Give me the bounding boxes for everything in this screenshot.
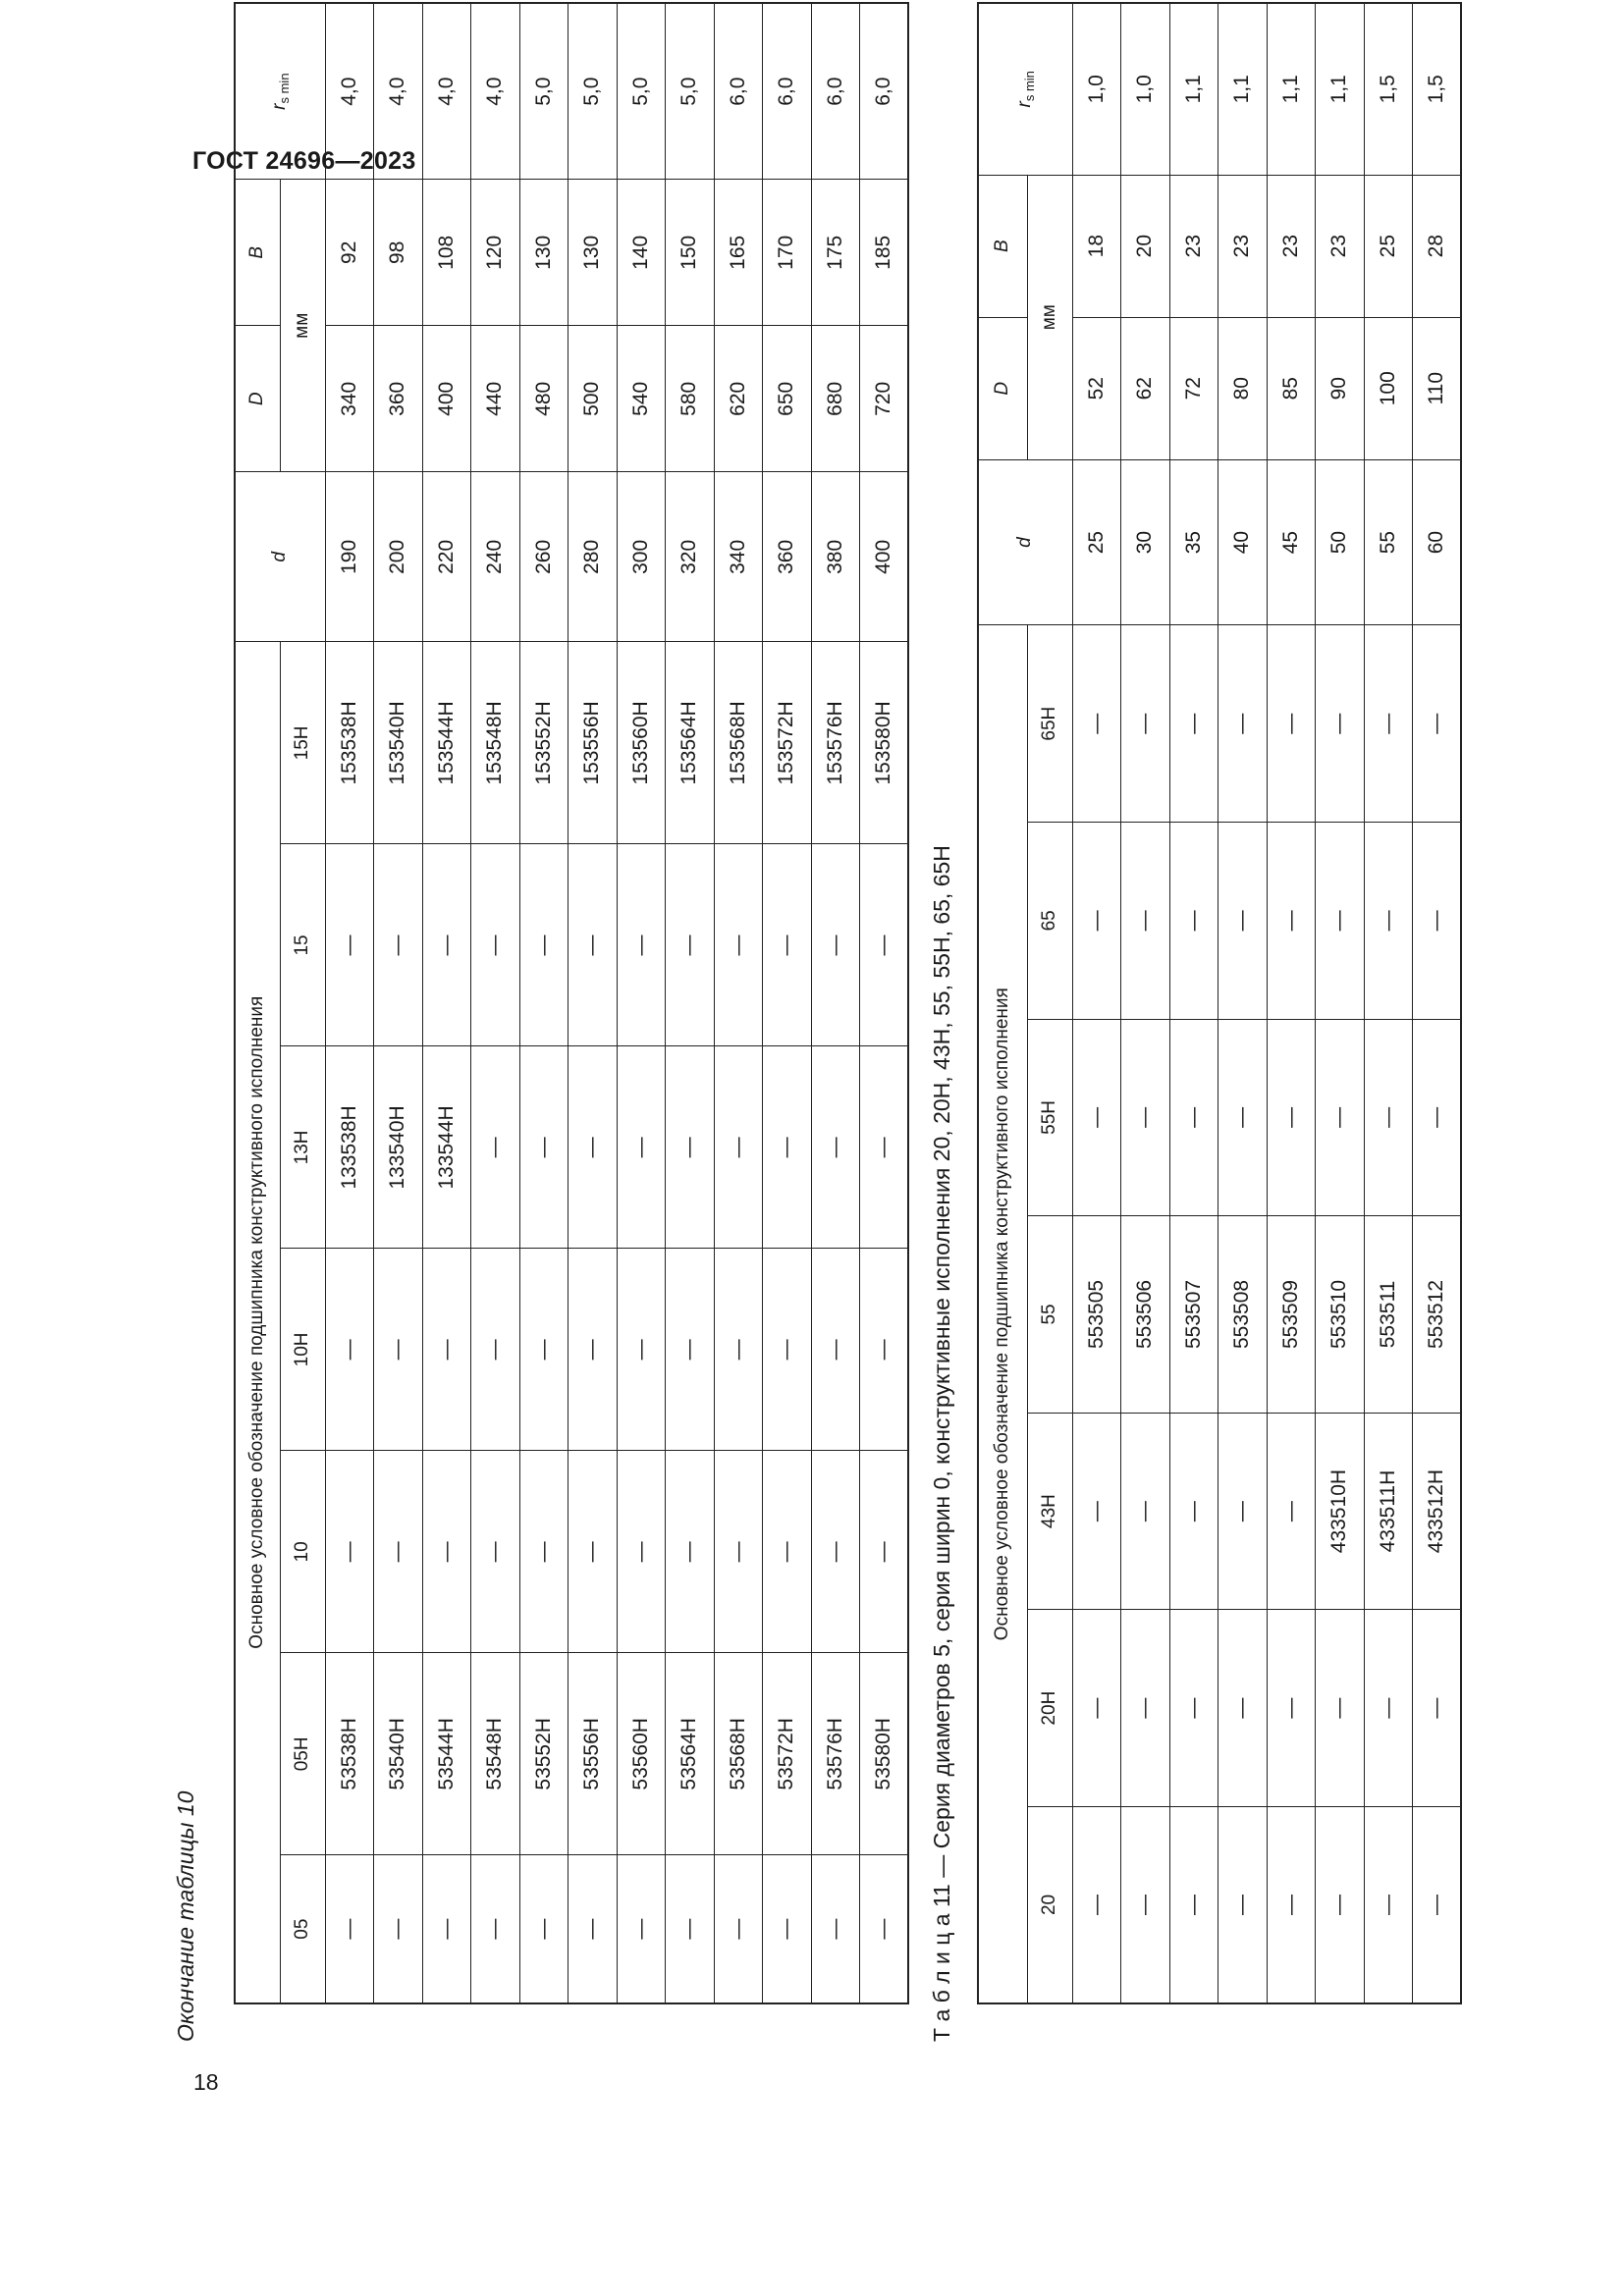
table-cell: — <box>763 1451 812 1653</box>
table-cell: — <box>1267 1413 1316 1610</box>
table-cell: 360 <box>374 326 423 472</box>
table-cell: 53538H <box>325 1653 374 1855</box>
table-cell: 153538H <box>325 642 374 844</box>
table-cell: — <box>1169 1806 1218 2003</box>
table-cell: — <box>763 1046 812 1249</box>
table-cell: — <box>422 1855 471 2003</box>
table-cell: 53564H <box>666 1653 715 1855</box>
table-cell: 53544H <box>422 1653 471 1855</box>
table10-caption: Окончание таблицы 10 <box>173 1790 198 2042</box>
table-cell: 120 <box>471 180 520 326</box>
col-15H: 15H <box>280 642 325 844</box>
table-cell: — <box>1121 1806 1170 2003</box>
table-cell: 280 <box>568 472 618 642</box>
table-cell: — <box>1364 1610 1413 1807</box>
table-cell: — <box>1413 1806 1462 2003</box>
table-cell: — <box>714 844 763 1046</box>
table-cell: — <box>1121 625 1170 823</box>
table-cell: 53580H <box>860 1653 909 1855</box>
table-cell: — <box>1267 1806 1316 2003</box>
table11-body <box>1072 3 1461 2003</box>
table-cell: 53572H <box>763 1653 812 1855</box>
table-cell: 220 <box>422 472 471 642</box>
table-cell: 200 <box>374 472 423 642</box>
table-cell: 553507 <box>1169 1216 1218 1414</box>
table-cell: 53556H <box>568 1653 618 1855</box>
table-cell: — <box>1413 1610 1462 1807</box>
table-cell: — <box>471 1249 520 1451</box>
table-cell: — <box>1413 1019 1462 1216</box>
table-cell: 433512H <box>1413 1413 1462 1610</box>
table-cell: 5,0 <box>617 3 666 180</box>
table-cell: — <box>568 1451 618 1653</box>
table-cell: 85 <box>1267 317 1316 459</box>
table-cell: 320 <box>666 472 715 642</box>
table-cell: — <box>1218 625 1268 823</box>
col-B: B <box>235 180 280 326</box>
table-cell: 5,0 <box>666 3 715 180</box>
table-cell: 60 <box>1413 459 1462 625</box>
table-cell: — <box>325 1855 374 2003</box>
table-row <box>714 3 763 2003</box>
table-cell: — <box>1121 1019 1170 1216</box>
col-05: 05 <box>280 1855 325 2003</box>
table-cell: — <box>1316 1019 1365 1216</box>
group-header: Основное условное обозначение подшипника конструктивного исполнения <box>235 642 280 2003</box>
table-cell: — <box>1072 1610 1121 1807</box>
table-cell: — <box>519 1046 568 1249</box>
table-cell: 20 <box>1121 175 1170 317</box>
table-cell: — <box>617 1855 666 2003</box>
col-13H: 13H <box>280 1046 325 1249</box>
table-cell: — <box>1218 1413 1268 1610</box>
col-15: 15 <box>280 844 325 1046</box>
table-cell: — <box>763 1249 812 1451</box>
table-cell: — <box>714 1249 763 1451</box>
table-cell: — <box>1218 1806 1268 2003</box>
col-65H: 65H <box>1027 625 1072 823</box>
table-row <box>422 3 471 2003</box>
table-cell: — <box>471 1855 520 2003</box>
table-cell: 150 <box>666 180 715 326</box>
table-cell: — <box>1169 1413 1218 1610</box>
table-cell: — <box>666 844 715 1046</box>
rs-subscript: s min <box>1021 71 1037 102</box>
table-cell: — <box>1218 1610 1268 1807</box>
table-cell: 433511H <box>1364 1413 1413 1610</box>
col-D: D <box>978 317 1027 459</box>
table-cell: 4,0 <box>471 3 520 180</box>
table-row <box>1364 3 1413 2003</box>
table-cell: — <box>617 844 666 1046</box>
table-cell: — <box>1316 823 1365 1020</box>
table-cell: — <box>811 1046 860 1249</box>
table-cell: 6,0 <box>763 3 812 180</box>
table-row <box>1316 3 1365 2003</box>
col-B: B <box>978 175 1027 317</box>
table-cell: 53548H <box>471 1653 520 1855</box>
col-d: d <box>235 472 325 642</box>
table-row <box>1413 3 1462 2003</box>
table-row <box>763 3 812 2003</box>
table-cell: 153572H <box>763 642 812 844</box>
table-cell: — <box>1413 823 1462 1020</box>
table-cell: — <box>1169 1610 1218 1807</box>
col-05H: 05H <box>280 1653 325 1855</box>
table-cell: — <box>666 1855 715 2003</box>
table-cell: 62 <box>1121 317 1170 459</box>
table-cell: — <box>325 844 374 1046</box>
table-cell: 45 <box>1267 459 1316 625</box>
table-cell: 240 <box>471 472 520 642</box>
table-cell: — <box>860 844 909 1046</box>
table-cell: 133544H <box>422 1046 471 1249</box>
table-cell: — <box>325 1451 374 1653</box>
table-cell: 30 <box>1121 459 1170 625</box>
table-cell: — <box>1316 625 1365 823</box>
table-cell: — <box>374 844 423 1046</box>
table-cell: 1,1 <box>1169 3 1218 175</box>
table-cell: 80 <box>1218 317 1268 459</box>
unit-label: мм <box>280 180 325 472</box>
col-55: 55 <box>1027 1216 1072 1414</box>
table-cell: 300 <box>617 472 666 642</box>
table-cell: 1,0 <box>1121 3 1170 175</box>
table-row <box>1072 3 1121 2003</box>
table-cell: 5,0 <box>519 3 568 180</box>
table-cell: 90 <box>1316 317 1365 459</box>
table-cell: 553510 <box>1316 1216 1365 1414</box>
table-cell: — <box>1316 1806 1365 2003</box>
table-cell: — <box>471 1046 520 1249</box>
table-cell: 540 <box>617 326 666 472</box>
table-cell: 620 <box>714 326 763 472</box>
page-number: 18 <box>193 2069 219 2095</box>
table-cell: — <box>860 1249 909 1451</box>
col-55H: 55H <box>1027 1019 1072 1216</box>
table-cell: 52 <box>1072 317 1121 459</box>
table-cell: — <box>1072 625 1121 823</box>
table-cell: — <box>519 1249 568 1451</box>
table-cell: — <box>1218 1019 1268 1216</box>
table-row <box>1121 3 1170 2003</box>
table-cell: 53540H <box>374 1653 423 1855</box>
col-20: 20 <box>1027 1806 1072 2003</box>
table-cell: 553511 <box>1364 1216 1413 1414</box>
table-cell: 1,0 <box>1072 3 1121 175</box>
table-cell: — <box>1267 823 1316 1020</box>
table-cell: — <box>519 1855 568 2003</box>
table-cell: — <box>568 1249 618 1451</box>
table-cell: 100 <box>1364 317 1413 459</box>
table-cell: — <box>1364 823 1413 1020</box>
table-cell: — <box>1072 1806 1121 2003</box>
col-D: D <box>235 326 280 472</box>
table-cell: 53552H <box>519 1653 568 1855</box>
group-header: Основное условное обозначение подшипника конструктивного исполнения <box>978 625 1027 2003</box>
table-cell: 553505 <box>1072 1216 1121 1414</box>
table-cell: 23 <box>1218 175 1268 317</box>
table-cell: 1,1 <box>1267 3 1316 175</box>
table-cell: 260 <box>519 472 568 642</box>
table-cell: — <box>1267 1610 1316 1807</box>
table-cell: 360 <box>763 472 812 642</box>
table-cell: — <box>519 1451 568 1653</box>
unit-label: мм <box>1027 175 1072 459</box>
table-cell: — <box>1169 1019 1218 1216</box>
table-cell: 18 <box>1072 175 1121 317</box>
table-cell: 5,0 <box>568 3 618 180</box>
table-cell: 25 <box>1072 459 1121 625</box>
table-cell: — <box>1267 625 1316 823</box>
table-cell: 50 <box>1316 459 1365 625</box>
table-cell: — <box>811 1249 860 1451</box>
table-row <box>374 3 423 2003</box>
table-cell: 380 <box>811 472 860 642</box>
table10-end <box>234 2 909 2004</box>
table-cell: — <box>1364 625 1413 823</box>
table-cell: — <box>325 1249 374 1451</box>
table-cell: 720 <box>860 326 909 472</box>
table-cell: 650 <box>763 326 812 472</box>
table-cell: 130 <box>568 180 618 326</box>
table-cell: 153564H <box>666 642 715 844</box>
table-cell: — <box>860 1855 909 2003</box>
table-cell: 480 <box>519 326 568 472</box>
table-cell: 153556H <box>568 642 618 844</box>
col-10: 10 <box>280 1451 325 1653</box>
table-cell: — <box>1169 625 1218 823</box>
table-cell: 110 <box>1413 317 1462 459</box>
table-row <box>1169 3 1218 2003</box>
table-cell: 133540H <box>374 1046 423 1249</box>
col-d: d <box>978 459 1072 625</box>
col-rs <box>235 3 325 180</box>
table-cell: — <box>471 844 520 1046</box>
document-header: ГОСТ 24696—2023 <box>192 147 416 175</box>
table-cell: 440 <box>471 326 520 472</box>
table-cell: 6,0 <box>860 3 909 180</box>
table-cell: — <box>1121 1610 1170 1807</box>
table11-caption: Т а б л и ц а 11 — Серия диаметров 5, серия ширин 0, конструктивные исполнения 20, 20H, 43H, 55, 55H, 65, 65H <box>929 845 954 2042</box>
table-cell: — <box>1218 823 1268 1020</box>
table-cell: — <box>666 1451 715 1653</box>
rs-subscript: s min <box>276 73 292 104</box>
table-cell: — <box>1316 1610 1365 1807</box>
table-cell: — <box>666 1249 715 1451</box>
table-cell: 28 <box>1413 175 1462 317</box>
table-cell: 25 <box>1364 175 1413 317</box>
table-cell: — <box>811 844 860 1046</box>
table-cell: — <box>860 1451 909 1653</box>
table-cell: 580 <box>666 326 715 472</box>
table-cell: — <box>763 844 812 1046</box>
table-cell: — <box>374 1451 423 1653</box>
table-cell: — <box>811 1451 860 1653</box>
col-43H: 43H <box>1027 1413 1072 1610</box>
table-cell: 553508 <box>1218 1216 1268 1414</box>
table-cell: — <box>422 844 471 1046</box>
table-cell: 433510H <box>1316 1413 1365 1610</box>
table-cell: — <box>568 1046 618 1249</box>
table-cell: — <box>714 1855 763 2003</box>
table-cell: — <box>471 1451 520 1653</box>
table-row <box>617 3 666 2003</box>
table-cell: — <box>374 1249 423 1451</box>
table-cell: — <box>714 1451 763 1653</box>
table-cell: — <box>1121 1413 1170 1610</box>
table-cell: — <box>1072 1019 1121 1216</box>
table-cell: — <box>1364 1806 1413 2003</box>
table-cell: — <box>617 1249 666 1451</box>
table-cell: — <box>1169 823 1218 1020</box>
table-cell: — <box>422 1249 471 1451</box>
table-cell: 340 <box>714 472 763 642</box>
table-cell: 108 <box>422 180 471 326</box>
table-cell: 130 <box>519 180 568 326</box>
table-cell: 340 <box>325 326 374 472</box>
table-row <box>568 3 618 2003</box>
table-cell: 170 <box>763 180 812 326</box>
table-cell: — <box>1072 1413 1121 1610</box>
table-cell: — <box>1364 1019 1413 1216</box>
table-cell: 553509 <box>1267 1216 1316 1414</box>
table-cell: 153548H <box>471 642 520 844</box>
table-cell: 1,1 <box>1218 3 1268 175</box>
table-cell: 53568H <box>714 1653 763 1855</box>
col-65: 65 <box>1027 823 1072 1020</box>
table-cell: — <box>374 1855 423 2003</box>
table-row <box>325 3 374 2003</box>
table-cell: — <box>763 1855 812 2003</box>
table-cell: 680 <box>811 326 860 472</box>
table-cell: 92 <box>325 180 374 326</box>
table-cell: 165 <box>714 180 763 326</box>
table-cell: — <box>617 1451 666 1653</box>
table-cell: 400 <box>422 326 471 472</box>
table-row <box>1218 3 1268 2003</box>
table-cell: — <box>666 1046 715 1249</box>
table-cell: 23 <box>1169 175 1218 317</box>
col-20H: 20H <box>1027 1610 1072 1807</box>
table-cell: 553512 <box>1413 1216 1462 1414</box>
table-cell: 6,0 <box>714 3 763 180</box>
table-cell: 23 <box>1316 175 1365 317</box>
table-cell: 72 <box>1169 317 1218 459</box>
table-cell: 55 <box>1364 459 1413 625</box>
table-cell: 4,0 <box>374 3 423 180</box>
table-cell: — <box>714 1046 763 1249</box>
col-10H: 10H <box>280 1249 325 1451</box>
table-cell: — <box>1413 625 1462 823</box>
table-cell: 133538H <box>325 1046 374 1249</box>
table-cell: 153568H <box>714 642 763 844</box>
table-cell: 153580H <box>860 642 909 844</box>
table-cell: — <box>811 1855 860 2003</box>
table-cell: 140 <box>617 180 666 326</box>
table-cell: — <box>1121 823 1170 1020</box>
table-cell: 153540H <box>374 642 423 844</box>
table-row <box>860 3 909 2003</box>
table-cell: 400 <box>860 472 909 642</box>
table-cell: — <box>1072 823 1121 1020</box>
table-cell: — <box>617 1046 666 1249</box>
table11 <box>977 2 1462 2004</box>
table-cell: 553506 <box>1121 1216 1170 1414</box>
table-cell: 1,1 <box>1316 3 1365 175</box>
table-cell: 98 <box>374 180 423 326</box>
table-cell: 175 <box>811 180 860 326</box>
table-cell: 153552H <box>519 642 568 844</box>
table10-body <box>325 3 908 2003</box>
table-cell: 153544H <box>422 642 471 844</box>
table-cell: 153560H <box>617 642 666 844</box>
table-cell: — <box>568 1855 618 2003</box>
table-cell: — <box>568 844 618 1046</box>
table-cell: 53560H <box>617 1653 666 1855</box>
table-cell: 500 <box>568 326 618 472</box>
table-cell: 23 <box>1267 175 1316 317</box>
rs-symbol: r <box>268 103 290 110</box>
table-cell: — <box>422 1451 471 1653</box>
table-row <box>666 3 715 2003</box>
table-cell: 40 <box>1218 459 1268 625</box>
table-cell: 4,0 <box>422 3 471 180</box>
table-cell: 6,0 <box>811 3 860 180</box>
table-cell: 53576H <box>811 1653 860 1855</box>
table-cell: 153576H <box>811 642 860 844</box>
table-cell: 1,5 <box>1413 3 1462 175</box>
table-row <box>811 3 860 2003</box>
table-cell: 1,5 <box>1364 3 1413 175</box>
table-cell: — <box>860 1046 909 1249</box>
table-cell: 185 <box>860 180 909 326</box>
table-cell: 35 <box>1169 459 1218 625</box>
rs-symbol: r <box>1013 101 1035 108</box>
table-row <box>519 3 568 2003</box>
table-cell: — <box>1267 1019 1316 1216</box>
table-row <box>471 3 520 2003</box>
table-cell: 4,0 <box>325 3 374 180</box>
table-row <box>1267 3 1316 2003</box>
col-rs <box>978 3 1072 175</box>
table-cell: — <box>519 844 568 1046</box>
table-cell: 190 <box>325 472 374 642</box>
